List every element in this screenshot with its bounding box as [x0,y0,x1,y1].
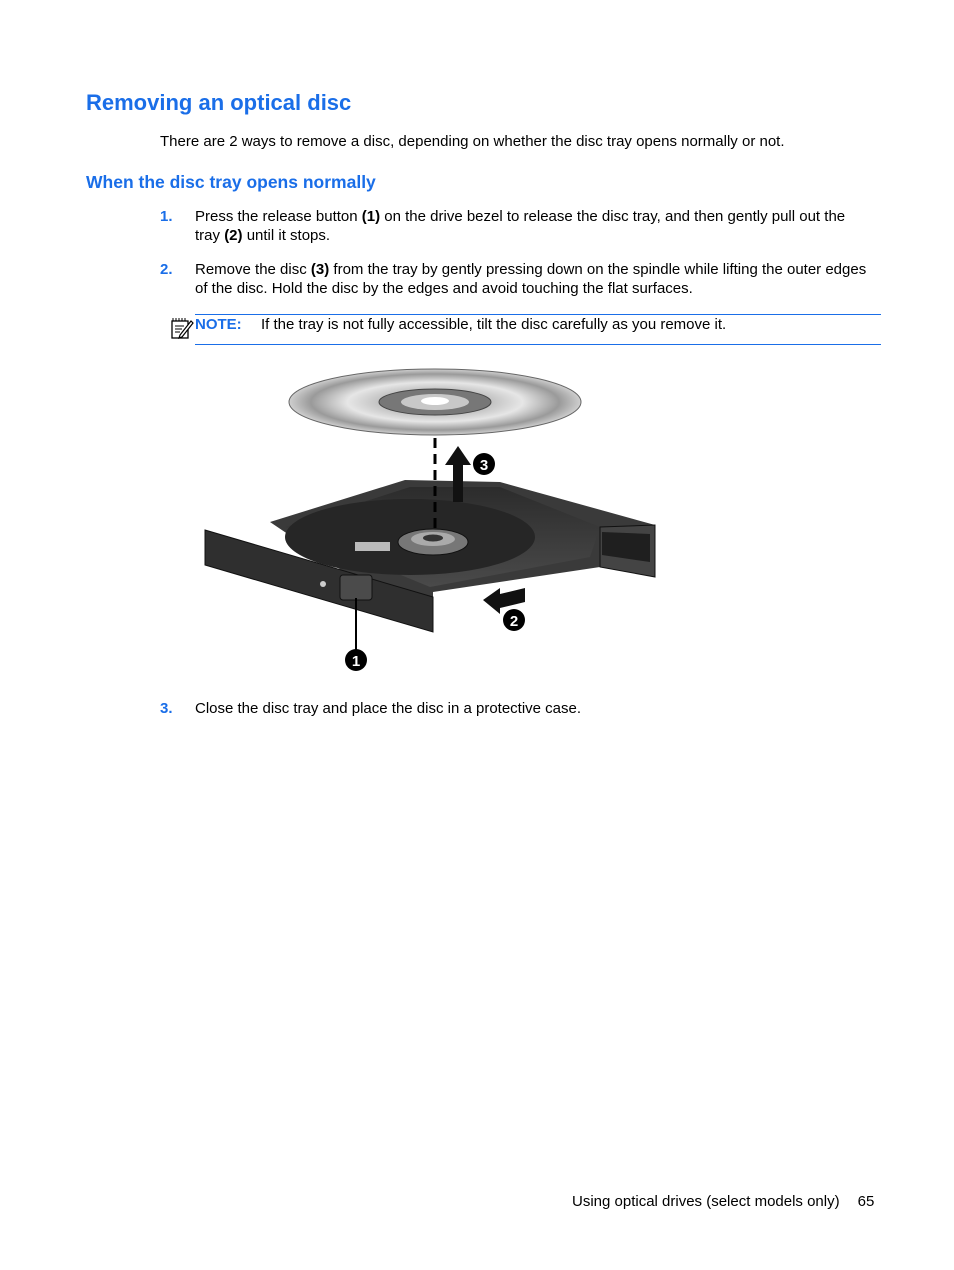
step-text-run: on the drive bezel to release the disc tray, and then gently pull out the tray [195,208,846,244]
callout-reference: (3) [310,261,330,278]
step-number: 3. [160,700,173,717]
callout-label: 3 [479,457,489,474]
step-text [195,207,870,245]
drive-tray-graphic [205,480,655,632]
step-text-run: until it stops. [242,227,331,244]
step-1 [160,207,870,245]
step-number: 2. [160,261,173,278]
step-text-run: from the tray by gently pressing down on the spindle while lifting the outer edges of the disc. Hold the disc by the edges and avoid touching the flat surfaces. [195,261,867,297]
page-footer [572,1192,874,1211]
intro-paragraph: There are 2 ways to remove a disc, depending on whether the disc tray opens normally or not. [160,133,785,150]
footer-section-title: Using optical drives (select models only) [572,1193,840,1210]
disc-tray-illustration [200,362,660,678]
page-title: Removing an optical disc [86,90,352,115]
step-number: 1. [160,208,173,225]
page-number: 65 [857,1193,875,1210]
step-text-run: Close the disc tray and place the disc in a protective case. [195,700,582,717]
note-pencil-icon [170,316,194,340]
section-heading: When the disc tray opens normally [86,172,376,192]
callout-label: 2 [509,613,519,630]
step-text [195,260,870,298]
callout-reference: (1) [361,208,381,225]
note-label: NOTE: [195,316,242,333]
disc-graphic [289,369,581,435]
step-text-run: Press the release button [195,208,362,225]
step-2 [160,260,870,298]
step-text-run: Remove the disc [195,261,311,278]
step-3 [160,699,870,718]
note-box [195,314,881,345]
callout-reference: (2) [224,227,243,244]
callout-label: 1 [351,653,361,670]
step-text [195,699,870,718]
note-text: If the tray is not fully accessible, tilt the disc carefully as you remove it. [261,316,727,333]
